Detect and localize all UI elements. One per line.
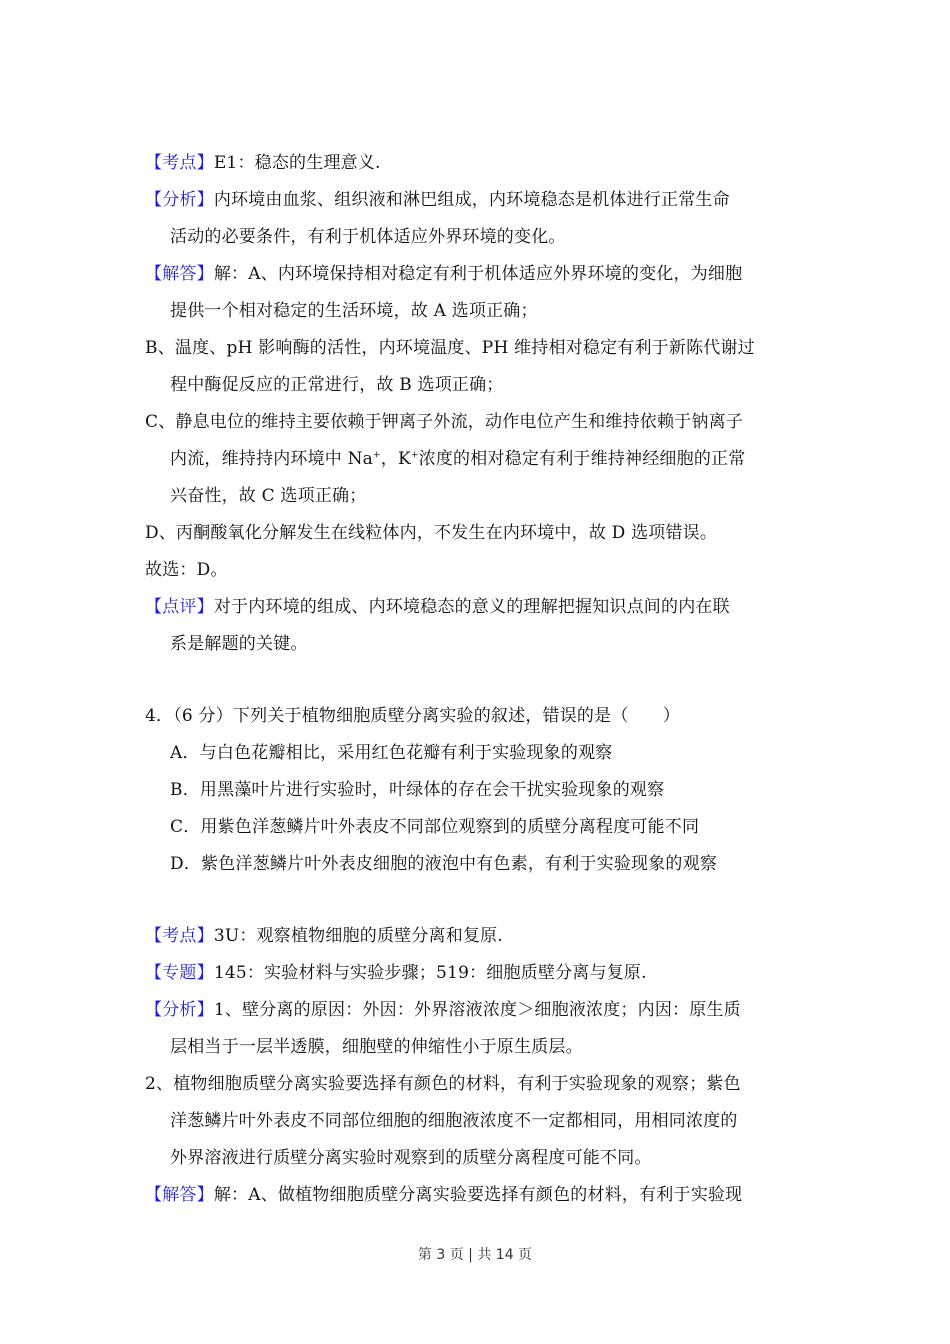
q4-jieda: [145, 1184, 742, 1206]
dianping-line-2: 系是解题的关键。: [170, 634, 308, 654]
kaodian-tag: 【考点】: [145, 153, 214, 173]
q3-kaodian: [145, 152, 381, 174]
fenxi-line-2: 层相当于一层半透膜，细胞壁的伸缩性小于原生质层。: [170, 1037, 583, 1057]
fenxi-tag: 【分析】: [145, 190, 214, 210]
jieda-line-1: 解：A、内环境保持相对稳定有利于机体适应外界环境的变化，为细胞: [213, 264, 743, 284]
k-text: ，K: [380, 449, 411, 469]
na-text: 内流，维持持内环境中 Na: [170, 449, 374, 469]
fenxi-line-2: 活动的必要条件，有利于机体适应外界环境的变化。: [170, 227, 566, 247]
q4-zhuanti: [145, 962, 647, 984]
q4-stem: 4．（6 分）下列关于植物细胞质壁分离实验的叙述，错误的是（ ）: [145, 706, 681, 726]
q4-option-a: A．与白色花瓣相比，采用红色花瓣有利于实验现象的观察: [170, 743, 613, 763]
jieda-line-6: [170, 448, 745, 470]
jieda-tag: 【解答】: [145, 264, 214, 284]
fenxi-line-1: 1、壁分离的原因：外因：外界溶液浓度＞细胞液浓度；内因：原生质: [213, 1000, 741, 1020]
jieda-answer: 故选：D。: [145, 560, 228, 580]
jieda-line-2: 提供一个相对稳定的生活环境，故 A 选项正确；: [170, 301, 538, 321]
dianping-line-1: 对于内环境的组成、内环境稳态的意义的理解把握知识点间的内在联: [213, 597, 730, 617]
kaodian-tag: 【考点】: [145, 926, 214, 946]
fenxi-line-4: 洋葱鳞片叶外表皮不同部位细胞的细胞液浓度不一定都相同，用相同浓度的: [170, 1111, 738, 1131]
fenxi-tag: 【分析】: [145, 1000, 214, 1020]
fenxi-line-5: 外界溶液进行质壁分离实验时观察到的质壁分离程度可能不同。: [170, 1148, 652, 1168]
q3-jieda: [145, 263, 742, 285]
sup-plus: +: [373, 450, 381, 461]
jieda-line-5: C、静息电位的维持主要依赖于钾离子外流，动作电位产生和维持依赖于钠离子: [145, 412, 744, 432]
kaodian-text: E1：稳态的生理意义.: [213, 153, 381, 173]
q3-dianping: [145, 596, 730, 618]
jieda-line-8: D、丙酮酸氧化分解发生在线粒体内，不发生在内环境中，故 D 选项错误。: [145, 523, 718, 543]
fenxi-line-3: 2、植物细胞质壁分离实验要选择有颜色的材料，有利于实验现象的观察；紫色: [145, 1074, 741, 1094]
q4-kaodian: [145, 925, 503, 947]
jieda-tag: 【解答】: [145, 1185, 214, 1205]
dianping-tag: 【点评】: [145, 597, 214, 617]
q4-option-c: C．用紫色洋葱鳞片叶外表皮不同部位观察到的质壁分离程度可能不同: [170, 817, 700, 837]
q4-fenxi: [145, 999, 741, 1021]
q3-fenxi: [145, 189, 730, 211]
conc-text: 浓度的相对稳定有利于维持神经细胞的正常: [418, 449, 746, 469]
q4-option-b: B．用黑藻叶片进行实验时，叶绿体的存在会干扰实验现象的观察: [170, 780, 665, 800]
zhuanti-tag: 【专题】: [145, 963, 214, 983]
kaodian-text: 3U：观察植物细胞的质壁分离和复原.: [213, 926, 503, 946]
sup-plus: +: [410, 450, 419, 461]
q4-option-d: D．紫色洋葱鳞片叶外表皮细胞的液泡中有色素，有利于实验现象的观察: [170, 854, 718, 874]
jieda-line-3: B、温度、pH 影响酶的活性，内环境温度、PH 维持相对稳定有利于新陈代谢过: [145, 338, 755, 358]
jieda-line-7: 兴奋性，故 C 选项正确；: [170, 486, 367, 506]
jieda-text: 解：A、做植物细胞质壁分离实验要选择有颜色的材料，有利于实验现: [213, 1185, 743, 1205]
jieda-line-4: 程中酶促反应的正常进行，故 B 选项正确；: [170, 375, 504, 395]
page-footer: 第 3 页 | 共 14 页: [417, 1247, 533, 1263]
zhuanti-text: 145：实验材料与实验步骤；519：细胞质壁分离与复原.: [213, 963, 647, 983]
fenxi-line-1: 内环境由血浆、组织液和淋巴组成，内环境稳态是机体进行正常生命: [213, 190, 730, 210]
